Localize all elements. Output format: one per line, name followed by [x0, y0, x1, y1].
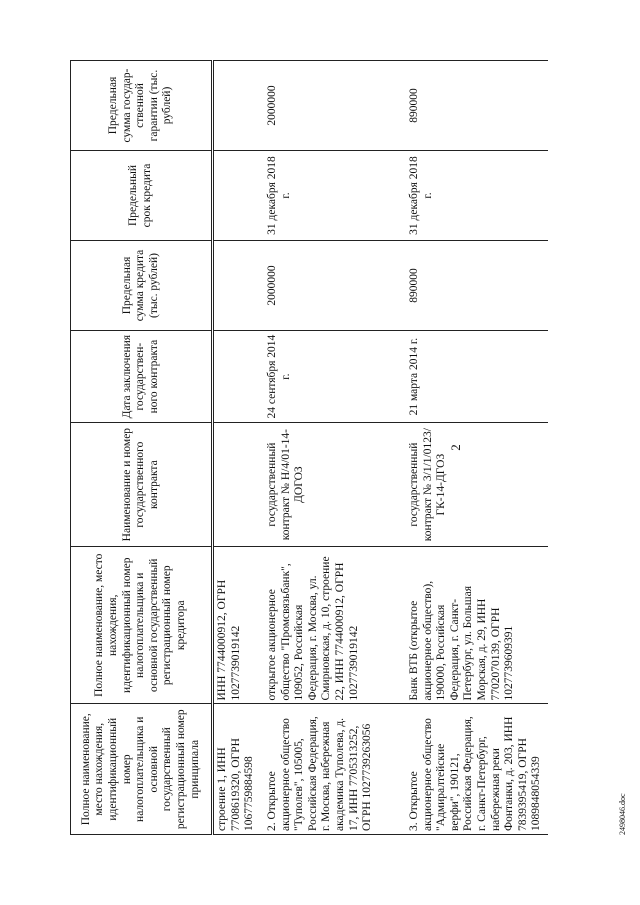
header-contract-date: Дата заключения государствен-ного контракта [71, 331, 213, 423]
cell-credit-sum: 2000000 [264, 241, 406, 331]
header-guarantee-sum: Предельная сумма государ-ственной гарантии (тыс. рублей) [71, 61, 213, 151]
rotated-page [70, 60, 635, 835]
table-row [406, 61, 548, 835]
cell-guarantee-sum [213, 61, 265, 151]
cell-term [213, 151, 265, 241]
footer-filename: 2498046.doc [618, 793, 627, 835]
header-credit-term: Предельный срок кредита [71, 151, 213, 241]
cell-principal: строение 1, ИНН 7708619320, ОГРН 1067759884598 [213, 704, 265, 835]
table-row [213, 61, 265, 835]
header-contract: Наименование и номер государственного контракта [71, 423, 213, 547]
header-creditor: Полное наименование, место нахождения, идентификационный номер налогоплательщика и основной государственный регистрационный номер кредитора [71, 547, 213, 705]
cell-date [213, 331, 265, 423]
cell-date: 24 сентября 2014 г. [264, 331, 406, 423]
cell-term: 31 декабря 2018 г. [406, 151, 548, 241]
table-row [264, 61, 406, 835]
cell-contract: государственный контракт № 3/1/1/0123/ГК-14-ДГОЗ [406, 423, 548, 547]
cell-credit-sum: 890000 [406, 241, 548, 331]
header-principal: Полное наименование, место нахождения, идентификационный номер налогоплательщика и основной государственный регистрационный номер принципала [71, 704, 213, 835]
cell-creditor: открытое акционерное общество "Промсвязьбанк", 109052, Российская Федерация, г. Москва, ул. Смирновская, д. 10, строение 22, ИНН 7744000912, ОГРН 1027739019142 [264, 547, 406, 705]
cell-contract [213, 423, 265, 547]
cell-date: 21 марта 2014 г. [406, 331, 548, 423]
cell-principal: 2. Открытое акционерное общество "Туполев", 105005, Российская Федерация, г. Москва, набережная академика Туполева, д. 17, ИНН 7705313252, ОГРН 1027739263056 [264, 704, 406, 835]
cell-contract: государственный контракт № Н/4/01-14-ДОГОЗ [264, 423, 406, 547]
page-number: 2 [448, 444, 463, 451]
table-header-row [71, 61, 213, 835]
cell-creditor: Банк ВТБ (открытое акционерное общество), 190000, Российская Федерация, г. Санкт-Петербург, ул. Большая Морская, д. 29, ИНН 7702070139, ОГРН 1027739609391 [406, 547, 548, 705]
cell-principal: 3. Открытое акционерное общество "Адмиралтейские верфи", 190121, Российская Федерация, г. Санкт-Петербург, набережная реки Фонтанки, д. 203, ИНН 7839395419, ОГРН 1089848054339 [406, 704, 548, 835]
cell-creditor: ИНН 7744000912, ОГРН 1027739019142 [213, 547, 265, 705]
header-credit-sum: Предельная сумма кредита (тыс. рублей) [71, 241, 213, 331]
guarantee-table [70, 60, 548, 835]
cell-guarantee-sum: 2000000 [264, 61, 406, 151]
cell-credit-sum [213, 241, 265, 331]
cell-guarantee-sum: 890000 [406, 61, 548, 151]
cell-term: 31 декабря 2018 г. [264, 151, 406, 241]
